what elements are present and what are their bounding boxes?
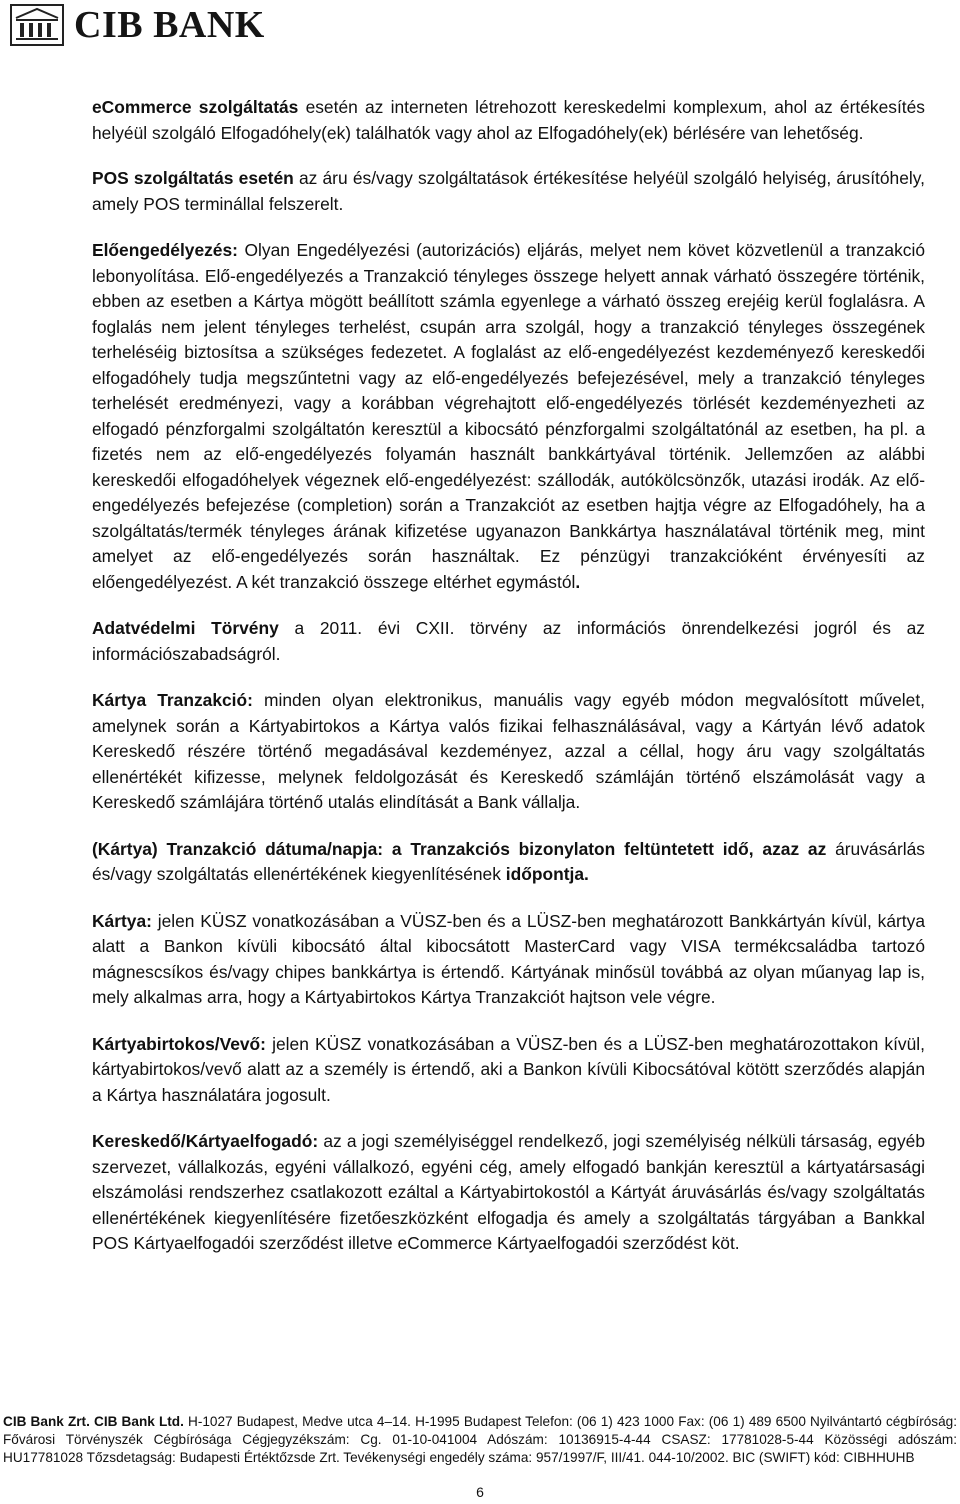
page-number: 6 xyxy=(476,1484,484,1500)
definition-end: . xyxy=(575,571,581,592)
definition-text: Olyan Engedélyezési (autorizációs) eljárás, melyet nem követ közvetlenül a tranzakció lebonyolítása. Elő-engedélyezés a Tranzakció tényleges összege helyett annak várható összegére történik, ebben az esetben a Kártya mögött beállított számla egyenlege a várható összeg erejéig kerül foglalásra. A foglalás nem jelent tényleges terhelést, csupán arra szolgál, hogy a tranzakció tényleges összegének terheléséig biztosítsa a szükséges fedezetet. A foglalást az elő-engedélyezést kezdeményező kereskedői elfogadóhely tudja megszűntetni vagy az elő-engedélyezés befejezésével, mely a tranzakció tényleges terhelését eredményezi, vagy a korábban végrehajtott elő-engedélyezés törlését kezdeményezheti az elfogadó pénzforgalmi szolgáltatón keresztül a kibocsátó pénzforgalmi szolgáltatónál az esetben, ha pl. a fizetés nem az elő-engedélyezés folyamán használt bankkártyával történik. Jellemzően az alábbi kereskedői elfogadóhelyek végeznek elő-engedélyezést: szállodák, autókölcsönzők, utazási irodák. Az elő-engedélyezés befejezése (completion) során a Tranzakciót az esetben hajtja végre az Elfogadóhely, ha a szolgáltatás/termék tényleges árának kifizetése ugyanazon Bankkártya használatával történik meg, mint amelyet az elő-engedélyezés során használtak. Ez pénzügyi tranzakcióként érvényesíti az előengedélyezést. A két tranzakció összege eltérhet egymástól xyxy=(92,240,925,592)
definition-text: az a jogi személyiséggel rendelkező, jogi személyiség nélküli társaság, egyéb szervezet, vállalkozás, egyéni vállalkozó, egyéni cég, amely elfogadó bankján keresztül a kártyatársasági elszámolási rendszerhez csatlakozott ezáltal a Kártyabirtokostól a Kártyát áruvásárlás és/vagy szolgáltatás ellenértékének kiegyenlítésére fizetőeszközként elfogadja és amely a szolgáltatás tárgyában a Bankkal POS Kártyaelfogadói szerződést illetve eCommerce Kártyaelfogadói szerződést köt. xyxy=(92,1131,925,1253)
footer-company-name: CIB Bank Zrt. CIB Bank Ltd. xyxy=(3,1414,184,1429)
definition-text: jelen KÜSZ vonatkozásában a VÜSZ-ben és a LÜSZ-ben meghatározott Bankkártyán kívül, kártya alatt a Bankon kívüli kibocsátó által kibocsátott MasterCard vagy VISA termékcsaládba tartozó mágnescsíkos és/vagy chipes bankkártya is értendő. Kártyának minősül továbbá az olyan műanyag lap is, mely alkalmas arra, hogy a Kártyabirtokos Kártya Tranzakciót hajtson vele végre. xyxy=(92,910,925,1007)
definition-preauthorization xyxy=(92,238,925,595)
definition-text: jelen KÜSZ vonatkozásában a VÜSZ-ben és a LÜSZ-ben meghatározottakon kívül, kártyabirtokos/vevő alatt az a személy is értendő, aki a Bankon kívüli Kibocsátóval kötött szerződés alapján a Kártya használatára jogosult. xyxy=(92,1033,925,1105)
definition-pos xyxy=(92,166,925,217)
definition-text: az áru és/vagy szolgáltatások értékesítése helyéül szolgáló helyiség, árusítóhely, amely POS terminállal felszerelt. xyxy=(92,168,926,214)
definition-term: Előengedélyezés: xyxy=(92,240,238,260)
cib-columns-logo-icon xyxy=(10,4,64,46)
definition-end: időpontja. xyxy=(505,864,589,884)
definition-term: Kártya: xyxy=(92,910,152,931)
definition-text: áruvásárlás és/vagy szolgáltatás ellenértékének kiegyenlítésének xyxy=(92,838,925,884)
footer-company-info xyxy=(3,1413,957,1467)
definition-cardholder xyxy=(92,1032,925,1109)
bank-name: CIB BANK xyxy=(74,4,265,46)
footer-details: H-1027 Budapest, Medve utca 4–14. H-1995 Budapest Telefon: (06 1) 423 1000 Fax: (06 1) 489 6500 Nyilvántartó cégbíróság: Fővárosi Törvényszék Cégbírósága Cégjegyzékszám: Cg. 01-10-041004 Adószám: 10136915-4-44 CSASZ: 17781028-5-44 Közösségi adószám: HU17781028 Tőzsdetagság: Budapesti Értéktőzsde Zrt. Tevékenységi engedély száma: 957/1997/F, III/41. 044-10/2002. BIC (SWIFT) kód: CIBHHUHB xyxy=(3,1414,957,1465)
definition-card-transaction xyxy=(92,688,925,816)
definition-transaction-date xyxy=(92,837,925,888)
definition-term: Kártyabirtokos/Vevő: xyxy=(92,1033,266,1054)
document-body xyxy=(92,95,925,1278)
definition-data-protection-act xyxy=(92,616,925,667)
definition-term: (Kártya) Tranzakció dátuma/napja: a Tranzakciós bizonylaton feltüntetett idő, azaz az xyxy=(92,838,827,859)
definition-merchant xyxy=(92,1129,925,1257)
page-header xyxy=(10,2,265,48)
definition-term: Adatvédelmi Törvény xyxy=(92,618,279,638)
definition-ecommerce xyxy=(92,95,925,146)
definition-term: POS szolgáltatás esetén xyxy=(92,168,294,188)
definition-text: esetén az interneten létrehozott kereskedelmi komplexum, ahol az értékesítés helyéül szolgáló Elfogadóhely(ek) találhatók vagy ahol az Elfogadóhely(ek) bérlésére van lehetőség. xyxy=(92,97,925,143)
page-footer xyxy=(3,1413,957,1467)
definition-text: a 2011. évi CXII. törvény az információs önrendelkezési jogról és az információszabadságról. xyxy=(92,618,925,664)
definition-card xyxy=(92,909,925,1011)
definition-term: Kártya Tranzakció: xyxy=(92,690,253,710)
definition-text: minden olyan elektronikus, manuális vagy egyéb módon megvalósított művelet, amelynek során a Kártyabirtokos a Kártya valós fizikai felhasználásával, vagy a Kártyán lévő adatok Kereskedő részére történő megadásával kezdeményez, azzal a céllal, hogy áru vagy szolgáltatás ellenértékét kifizesse, melynek feldolgozását és Kereskedő számláján történő elszámolását vagy a Kereskedő számlájára történő utalás elindítását a Bank vállalja. xyxy=(92,690,925,812)
definition-term: eCommerce szolgáltatás xyxy=(92,97,299,117)
definition-term: Kereskedő/Kártyaelfogadó: xyxy=(92,1131,319,1151)
